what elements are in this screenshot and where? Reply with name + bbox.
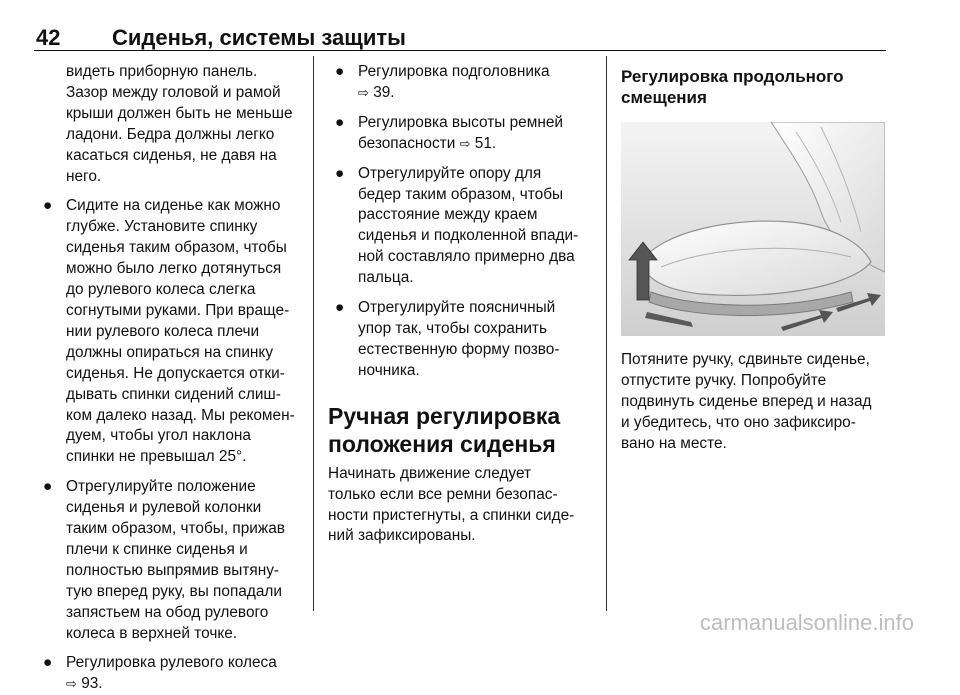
text-line: Регулировка подголовника (358, 63, 550, 80)
text-line: тую вперед руку, вы попадали (66, 582, 282, 600)
text-line: полностью выпрямив вытяну- (66, 561, 280, 579)
column-3 (621, 66, 889, 455)
text-line: ночника. (358, 361, 420, 379)
column-divider-2 (606, 56, 607, 611)
body-paragraph (328, 464, 600, 548)
page-ref-arrow-icon: ⇨ (358, 84, 369, 100)
intro-paragraph (36, 62, 306, 187)
bullet-steering-ref (36, 653, 306, 695)
text-line: нии рулевого колеса плечи (66, 322, 260, 340)
text-line: безопасности (358, 134, 456, 152)
text-line: дуем, чтобы угол наклона (66, 427, 251, 445)
bullet-steering-position (36, 477, 306, 644)
text-line: Отрегулируйте поясничный (358, 299, 556, 317)
text-line: Отрегулируйте положение (66, 478, 256, 496)
text-line: Сидите на сиденье как можно (66, 197, 281, 215)
text-line: сиденья и подколенной впади- (358, 227, 579, 245)
text-line: бедер таким образом, чтобы (358, 185, 564, 203)
text-line: ладони. Бедра должны легко (66, 125, 275, 143)
page-number: 42 (36, 25, 61, 50)
text-line: таким образом, чтобы, прижав (66, 520, 285, 538)
bullet-icon: ● (335, 113, 345, 131)
section-heading-manual-adjustment (328, 402, 600, 458)
text-line: Зазор между головой и рамой (66, 83, 281, 101)
text-line: спинки не превышал 25°. (66, 448, 247, 466)
text-line: колеса в верхней точке. (66, 624, 238, 642)
subsection-heading-longitudinal (621, 66, 889, 108)
bullet-belt-height-ref (328, 113, 600, 155)
bullet-icon: ● (335, 299, 345, 317)
text-line: сиденья. Не допускается отки- (66, 364, 285, 382)
text-line: упор так, чтобы сохранить (358, 319, 547, 337)
text-line: дывать спинки сидений слиш- (66, 385, 281, 403)
text-line: него. (66, 167, 102, 185)
heading-line: Регулировка продольного (621, 67, 844, 86)
text-line: Регулировка рулевого колеса (66, 654, 277, 672)
bullet-icon: ● (43, 654, 53, 672)
text-line: плечи к спинке сиденья и (66, 540, 248, 558)
text-line: вано на месте. (621, 434, 727, 452)
bullet-thigh-support (328, 164, 600, 289)
text-line: подвинуть сиденье вперед и назад (621, 392, 872, 410)
bullet-icon: ● (43, 197, 53, 215)
text-line: Потяните ручку, сдвиньте сиденье, (621, 351, 870, 368)
page-ref-link[interactable]: 51. (474, 134, 497, 152)
page-ref-link[interactable]: 39. (373, 83, 395, 101)
page-header (34, 18, 886, 52)
heading-line: положения сиденья (328, 430, 556, 457)
text-line: сиденья и рулевой колонки (66, 499, 262, 517)
column-1 (36, 62, 306, 695)
seat-illustration-svg (621, 122, 885, 336)
text-line: должны опираться на спинку (66, 343, 274, 361)
header-rule (34, 50, 886, 51)
bullet-icon: ● (43, 478, 53, 496)
text-line: запястьем на обод рулевого (66, 603, 269, 621)
text-line: Регулировка высоты ремней (358, 113, 563, 131)
page-ref-arrow-icon: ⇨ (66, 676, 77, 692)
page-ref-link[interactable]: 93. (81, 675, 103, 693)
seat-adjustment-illustration (621, 122, 885, 336)
text-line: ком далеко назад. Мы рекомен- (66, 406, 295, 424)
text-line: пальца. (358, 269, 414, 287)
text-line: глубже. Установите спинку (66, 218, 258, 236)
text-line: сиденья таким образом, чтобы (66, 239, 287, 257)
text-line: касаться сиденья, не давя на (66, 146, 277, 164)
text-line: ной составляло примерно два (358, 248, 575, 266)
text-line: расстояние между краем (358, 206, 538, 224)
bullet-seat-depth (36, 196, 306, 468)
heading-line: Ручная регулировка (328, 402, 561, 429)
column-2 (328, 62, 600, 547)
text-line: до рулевого колеса слегка (66, 281, 256, 299)
bullet-headrest-ref (328, 62, 600, 104)
text-line: естественную форму позво- (358, 340, 560, 358)
text-line: видеть приборную панель. (66, 63, 258, 80)
text-line: отпустите ручку. Попробуйте (621, 371, 827, 389)
page-title: Сиденья, системы защиты (112, 25, 406, 50)
bullet-icon: ● (335, 63, 345, 80)
bullet-lumbar-support (328, 298, 600, 382)
text-line: Отрегулируйте опору для (358, 164, 542, 182)
text-line: ний зафиксированы. (328, 527, 476, 545)
text-line: согнутыми руками. При враще- (66, 301, 290, 319)
text-line: Начинать движение следует (328, 464, 532, 482)
heading-line: смещения (621, 88, 707, 107)
watermark: carmanualsonline.info (699, 610, 914, 635)
bullet-icon: ● (335, 164, 345, 182)
column-divider-1 (313, 56, 314, 611)
figure-caption (621, 350, 889, 455)
text-line: и убедитесь, что оно зафиксиро- (621, 413, 856, 431)
text-line: можно было легко дотянуться (66, 260, 282, 278)
text-line: только если все ремни безопас- (328, 485, 558, 503)
page-ref-arrow-icon: ⇨ (459, 135, 471, 151)
text-line: ности пристегнуты, а спинки сиде- (328, 506, 575, 524)
text-line: крыши должен быть не меньше (66, 104, 293, 122)
